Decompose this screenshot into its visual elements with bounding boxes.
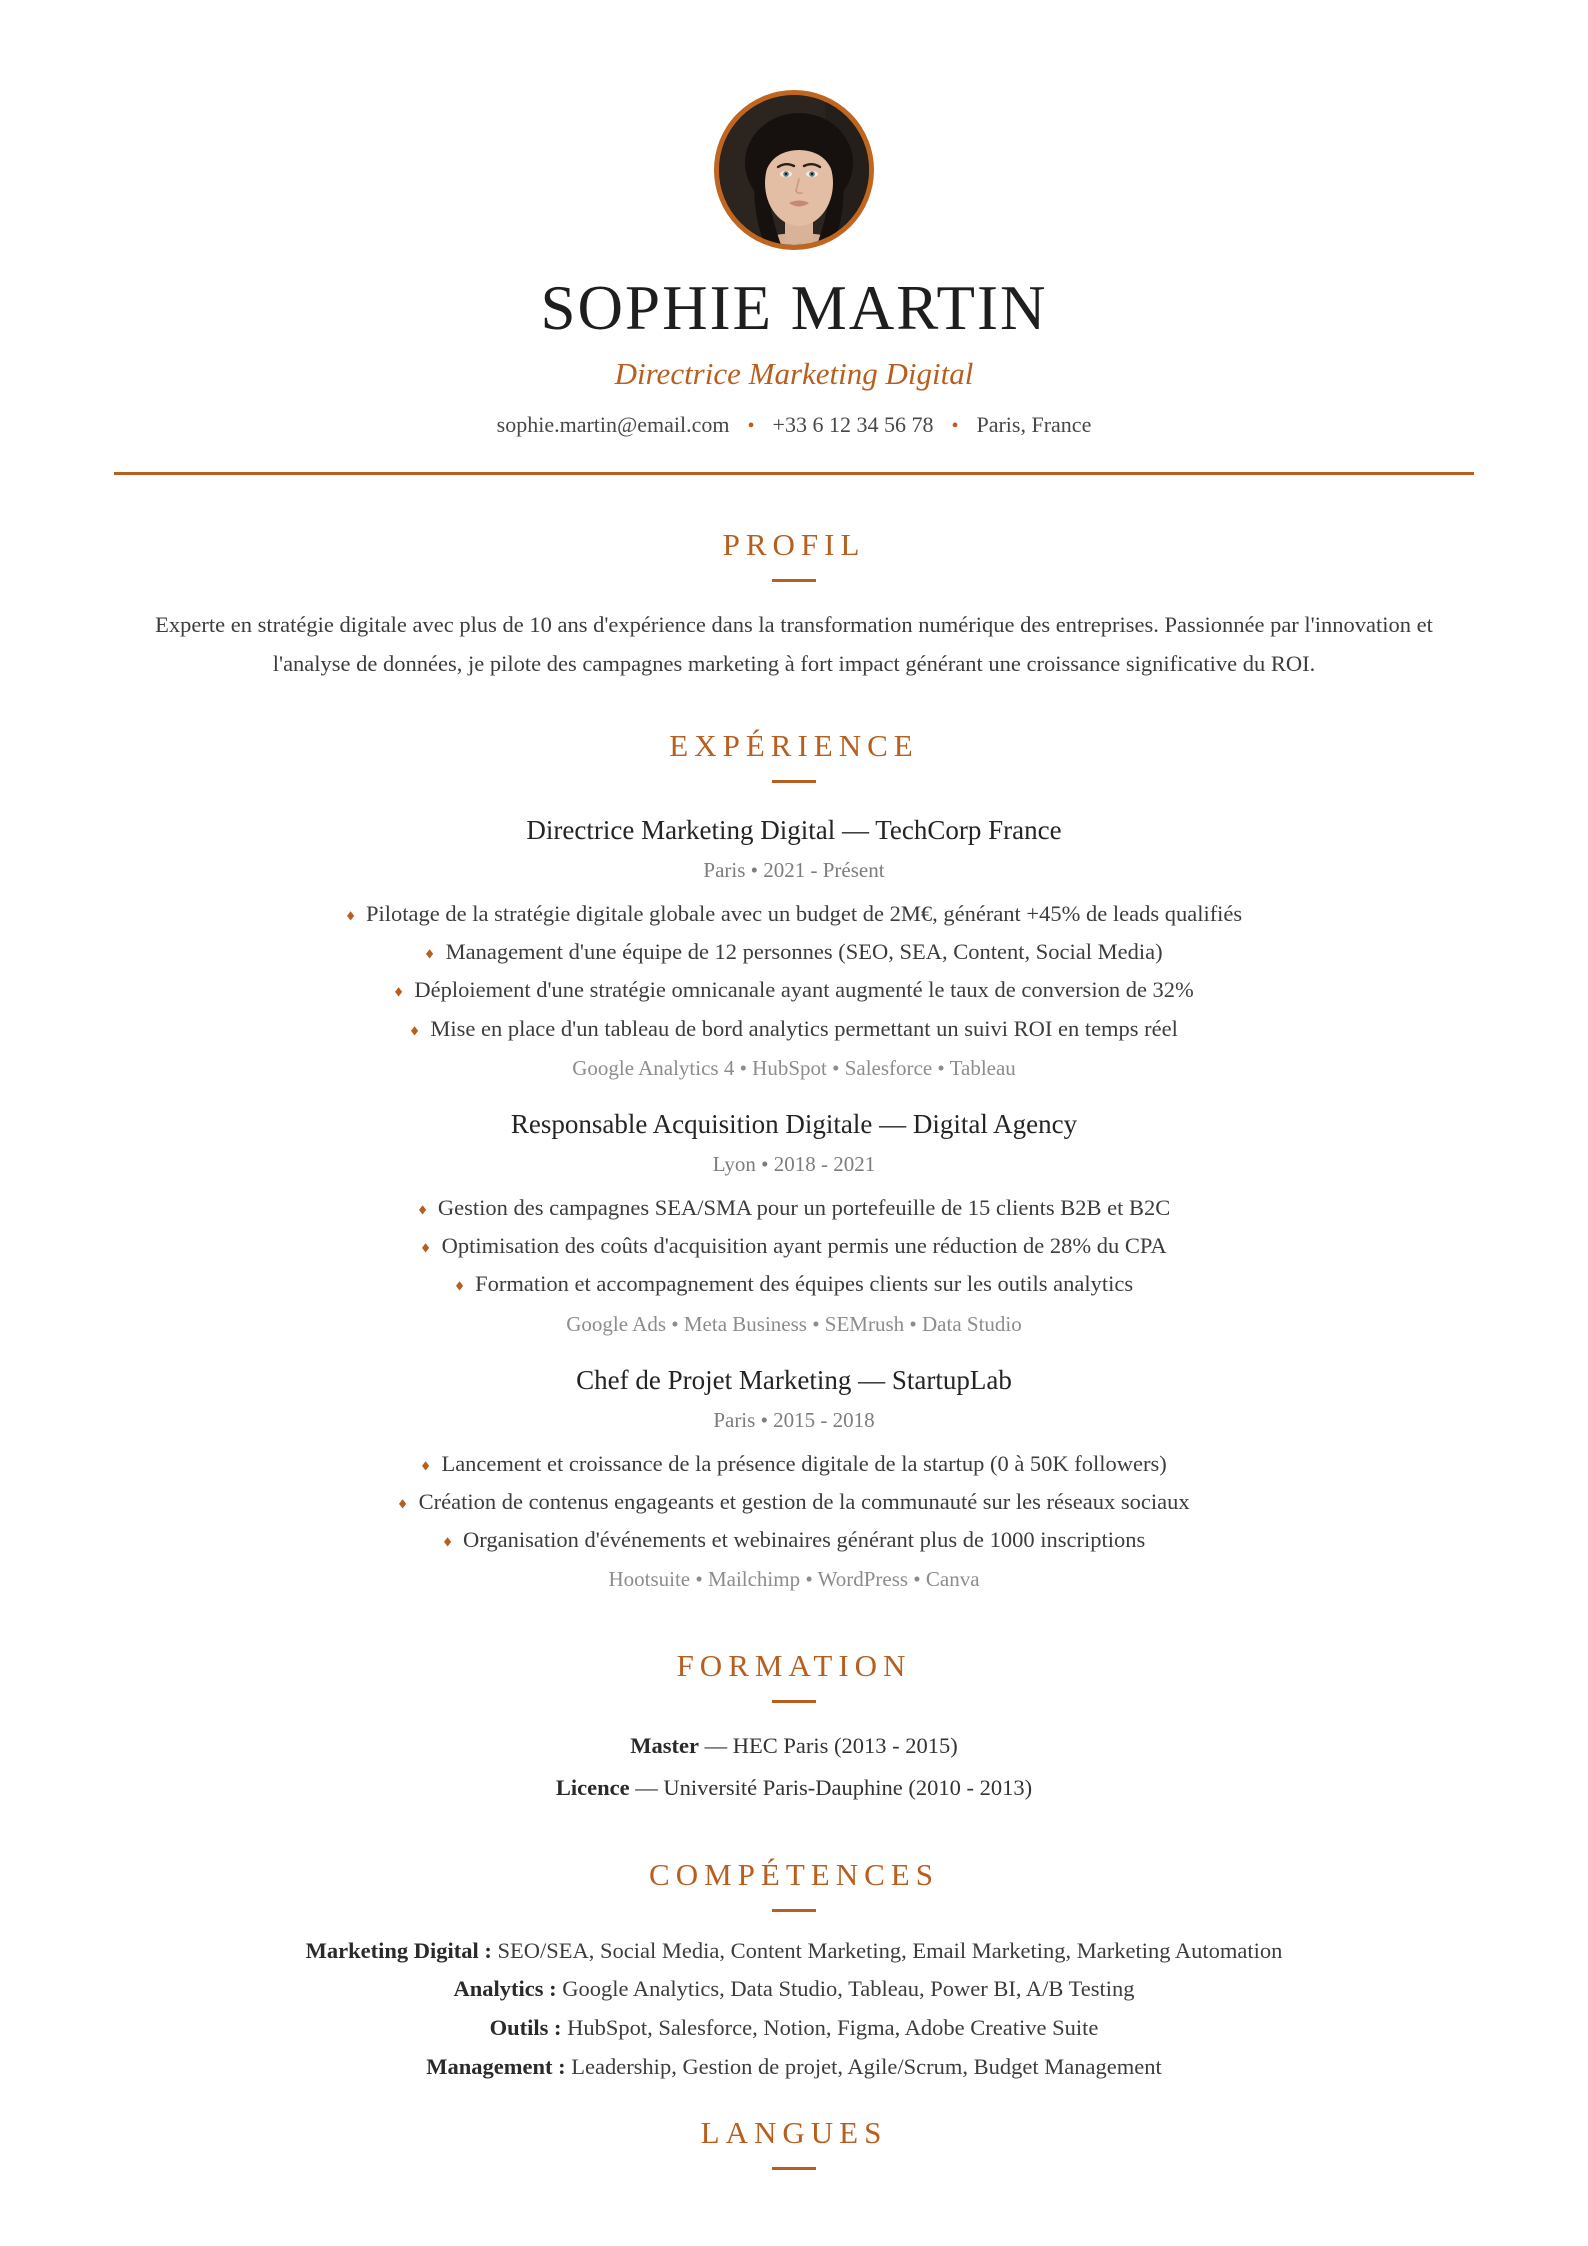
profile-photo <box>714 90 874 250</box>
header-divider <box>114 472 1474 475</box>
section-competences <box>114 1857 1474 2088</box>
contact-phone: +33 6 12 34 56 78 <box>772 412 934 438</box>
contact-line <box>114 412 1474 438</box>
job-bullet-text: Organisation d'événements et webinaires générant plus de 1000 inscriptions <box>463 1527 1146 1553</box>
job-tools: Google Analytics 4 • HubSpot • Salesforce • Tableau <box>572 1055 1016 1080</box>
dot-separator-icon: • <box>747 415 755 438</box>
candidate-name: SOPHIE MARTIN <box>540 273 1048 343</box>
education-degree: Licence <box>555 1774 630 1800</box>
job-bullet <box>114 1010 1474 1048</box>
education-item <box>114 1725 1474 1767</box>
portrait-illustration <box>719 95 874 250</box>
skill-row <box>114 2048 1474 2087</box>
job-bullet-text: Création de contenus engageants et gestion de la communauté sur les réseaux sociaux <box>418 1488 1190 1514</box>
skill-row <box>114 1970 1474 2009</box>
profil-text: Experte en stratégie digitale avec plus de 10 ans d'expérience dans la transformation numérique des entreprises. Passionnée par l'innovation et l'analyse de données, je pilote des campagnes marketing à fort impact générant une croissance significative du ROI. <box>155 612 1433 677</box>
job-bullet <box>114 1483 1474 1521</box>
section-formation <box>114 1648 1474 1808</box>
job-bullet <box>114 1227 1474 1265</box>
job-bullet-list <box>114 1189 1474 1304</box>
job-title: Directrice Marketing Digital — TechCorp France <box>526 814 1062 845</box>
education-degree: Master <box>630 1733 699 1759</box>
job-entry <box>114 815 1474 1081</box>
competences-heading: COMPÉTENCES <box>649 1856 939 1892</box>
diamond-bullet-icon: ◆ <box>443 1534 451 1549</box>
job-bullet-text: Pilotage de la stratégie digitale globale avec un budget de 2M€, générant +45% de leads qualifiés <box>366 900 1243 926</box>
job-bullet-list <box>114 1445 1474 1560</box>
job-bullet-text: Gestion des campagnes SEA/SMA pour un portefeuille de 15 clients B2B et B2C <box>437 1194 1171 1220</box>
heading-underline <box>772 1909 816 1912</box>
job-title: Responsable Acquisition Digitale — Digital Agency <box>510 1108 1078 1139</box>
skill-row <box>114 2009 1474 2048</box>
skill-category: Management : <box>426 2054 566 2080</box>
diamond-bullet-icon: ◆ <box>422 1240 430 1255</box>
job-bullet-list <box>114 895 1474 1048</box>
job-bullet <box>114 1445 1474 1483</box>
education-item <box>114 1767 1474 1809</box>
section-langues <box>114 2115 1474 2170</box>
section-profil <box>114 527 1474 683</box>
job-bullet <box>114 933 1474 971</box>
diamond-bullet-icon: ◆ <box>455 1278 464 1293</box>
profil-heading: PROFIL <box>722 527 866 563</box>
job-bullet <box>114 895 1474 933</box>
job-bullet-text: Lancement et croissance de la présence digitale de la startup (0 à 50K followers) <box>441 1450 1167 1476</box>
skill-values: Leadership, Gestion de projet, Agile/Scrum, Budget Management <box>565 2054 1162 2080</box>
contact-location: Paris, France <box>976 412 1092 438</box>
heading-underline <box>772 780 816 783</box>
heading-underline <box>772 2167 816 2170</box>
job-bullet-text: Formation et accompagnement des équipes clients sur les outils analytics <box>475 1271 1134 1297</box>
job-bullet <box>114 1521 1474 1559</box>
education-list <box>114 1725 1474 1808</box>
job-tools: Hootsuite • Mailchimp • WordPress • Canva <box>608 1567 980 1592</box>
skill-category: Marketing Digital : <box>305 1937 492 1963</box>
heading-underline <box>772 1700 816 1703</box>
skill-values: Google Analytics, Data Studio, Tableau, Power BI, A/B Testing <box>556 1976 1135 2002</box>
langues-heading: LANGUES <box>700 2115 888 2151</box>
job-bullet-text: Déploiement d'une stratégie omnicanale ayant augmenté le taux de conversion de 32% <box>414 977 1194 1003</box>
diamond-bullet-icon: ◆ <box>399 1495 407 1510</box>
job-bullet-text: Optimisation des coûts d'acquisition ayant permis une réduction de 28% du CPA <box>441 1233 1167 1259</box>
skill-category: Analytics : <box>453 1976 557 2002</box>
job-meta: Paris • 2021 - Présent <box>703 857 885 882</box>
section-experience <box>114 728 1474 1593</box>
diamond-bullet-icon: ◆ <box>395 984 403 999</box>
education-detail: — Université Paris-Dauphine (2010 - 2013) <box>629 1774 1033 1800</box>
experience-heading: EXPÉRIENCE <box>669 727 919 763</box>
job-bullet <box>114 971 1474 1009</box>
job-bullet-text: Mise en place d'un tableau de bord analytics permettant un suivi ROI en temps réel <box>430 1015 1178 1041</box>
job-meta: Paris • 2015 - 2018 <box>713 1407 875 1432</box>
job-tools: Google Ads • Meta Business • SEMrush • Data Studio <box>566 1311 1022 1336</box>
diamond-bullet-icon: ◆ <box>418 1201 426 1216</box>
job-bullet-text: Management d'une équipe de 12 personnes (SEO, SEA, Content, Social Media) <box>445 939 1163 965</box>
job-title: Chef de Projet Marketing — StartupLab <box>576 1364 1012 1395</box>
diamond-bullet-icon: ◆ <box>346 907 355 922</box>
candidate-title: Directrice Marketing Digital <box>614 356 974 392</box>
diamond-bullet-icon: ◆ <box>411 1022 419 1037</box>
formation-heading: FORMATION <box>676 1648 912 1684</box>
dot-separator-icon: • <box>951 415 959 438</box>
diamond-bullet-icon: ◆ <box>422 1457 430 1472</box>
skill-category: Outils : <box>489 2015 562 2041</box>
job-entry <box>114 1109 1474 1337</box>
skill-values: HubSpot, Salesforce, Notion, Figma, Adobe Creative Suite <box>561 2015 1099 2041</box>
job-meta: Lyon • 2018 - 2021 <box>712 1151 876 1176</box>
job-bullet <box>114 1189 1474 1227</box>
heading-underline <box>772 579 816 582</box>
contact-email: sophie.martin@email.com <box>496 412 730 438</box>
education-detail: — HEC Paris (2013 - 2015) <box>698 1733 958 1759</box>
skills-list <box>114 1932 1474 2088</box>
job-bullet <box>114 1265 1474 1303</box>
job-entry <box>114 1365 1474 1593</box>
skill-row <box>114 1932 1474 1971</box>
diamond-bullet-icon: ◆ <box>426 946 434 961</box>
skill-values: SEO/SEA, Social Media, Content Marketing, Email Marketing, Marketing Automation <box>491 1937 1283 1963</box>
